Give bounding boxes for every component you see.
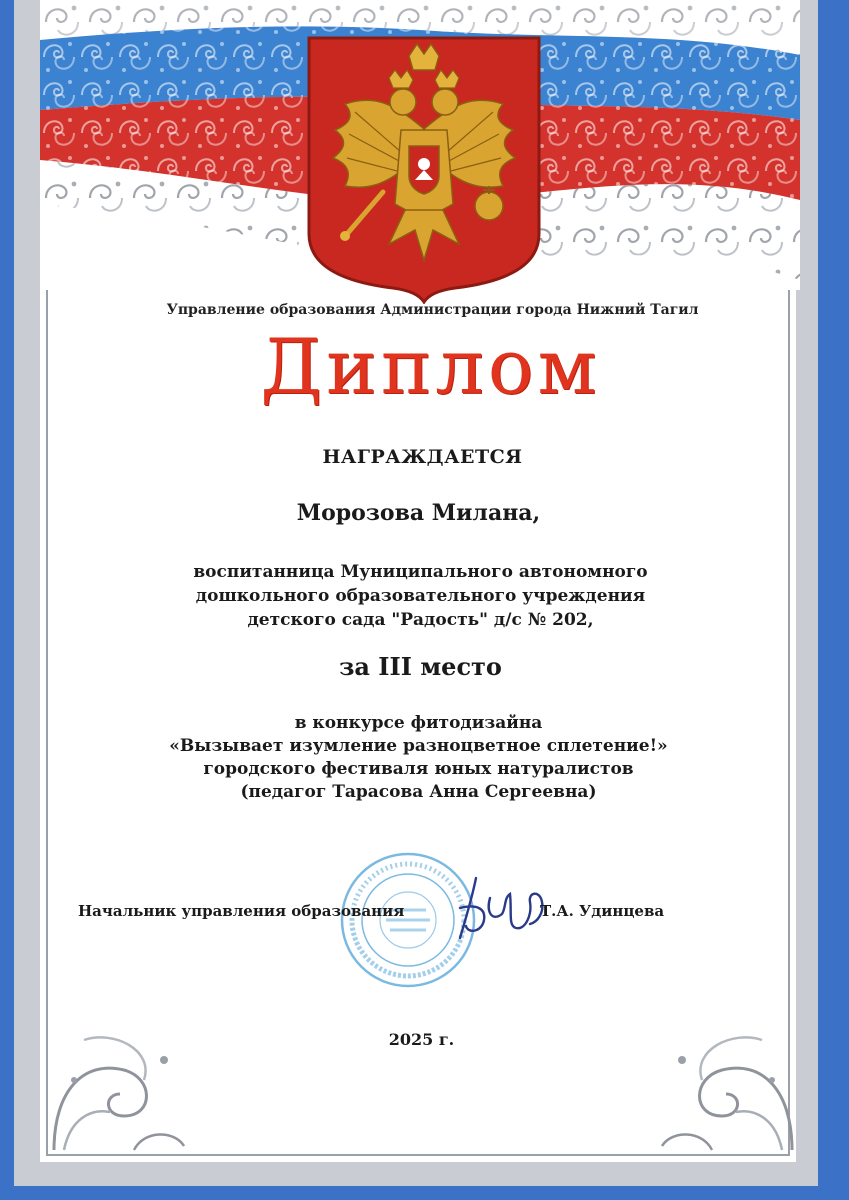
signatory-name: Т.А. Удинцева (540, 902, 665, 920)
awarded-heading: НАГРАЖДАЕТСЯ (322, 446, 523, 468)
diploma-title: Диплом (260, 322, 601, 411)
organization-name: Управление образования Администрации города Нижний Тагил (166, 302, 699, 318)
contest-line: (педагог Тарасова Анна Сергеевна) (240, 782, 597, 802)
coat-of-arms-icon (305, 34, 543, 304)
contest-description (0, 712, 843, 804)
issue-year: 2025 г. (388, 1030, 455, 1049)
description-line: воспитанница Муниципального автономного (193, 562, 648, 582)
recipient-description (0, 560, 845, 632)
contest-line: городского фестиваля юных натуралистов (203, 759, 634, 779)
description-line: детского сада "Радость" д/с № 202, (247, 610, 594, 630)
contest-line: в конкурсе фитодизайна (294, 713, 543, 733)
description-line: дошкольного образовательного учреждения (195, 586, 646, 606)
signatory-position: Начальник управления образования (78, 902, 405, 920)
contest-line: «Вызывает изумление разноцветное сплетение!» (169, 736, 668, 756)
recipient-name: Морозова Милана, (296, 500, 541, 526)
award-place: за III место (339, 652, 502, 681)
